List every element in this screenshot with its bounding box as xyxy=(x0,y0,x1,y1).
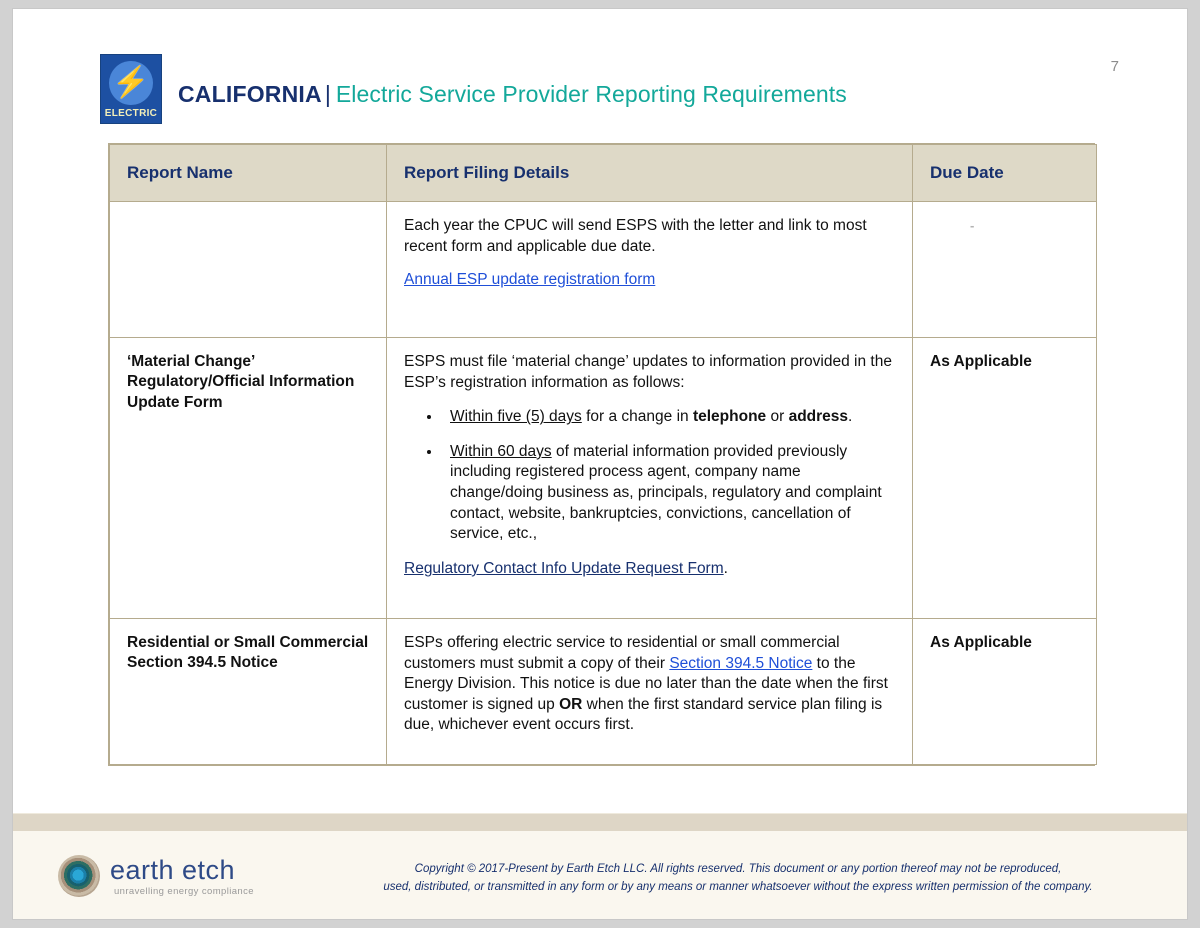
brand-tagline: unravelling energy compliance xyxy=(114,886,254,897)
earth-etch-logo xyxy=(58,853,273,901)
details-text-part3: when the first standard service plan filing is due, whichever event occurs first. xyxy=(404,695,883,734)
slide-page xyxy=(12,8,1188,920)
california-electric-logo xyxy=(100,54,162,124)
slide-footer xyxy=(13,831,1187,920)
details-paragraph xyxy=(404,633,895,736)
details-link-paragraph xyxy=(404,270,895,291)
details-link-paragraph xyxy=(404,559,895,580)
lightning-bolt-icon: ⚡ xyxy=(112,66,150,99)
reporting-requirements-table xyxy=(108,143,1095,766)
section-394-5-notice-link[interactable]: Section 394.5 Notice xyxy=(669,654,813,672)
details-paragraph: Each year the CPUC will send ESPS with the letter and link to most recent form and applicable due date. xyxy=(404,217,867,255)
details-text-part2: to the Energy Division. This notice is due no later than the date when the first customer is signed up xyxy=(404,654,888,713)
bullet-bold-address: address xyxy=(788,408,849,426)
list-item xyxy=(442,407,895,428)
table-row xyxy=(110,619,1097,765)
table-header-row xyxy=(110,145,1097,202)
bullet-middle-text: for a change in xyxy=(581,408,693,426)
page-number: 7 xyxy=(1110,58,1119,75)
bullet-underlined-phrase: Within five (5) days xyxy=(450,408,582,426)
list-item xyxy=(442,442,895,545)
cell-report-name xyxy=(110,202,387,338)
annual-esp-update-registration-form-link[interactable]: Annual ESP update registration form xyxy=(404,271,656,289)
cell-due-date: As Applicable xyxy=(913,619,1097,765)
bullet-joiner: or xyxy=(766,408,789,426)
cell-report-filing-details xyxy=(387,202,913,338)
title-subtitle: Electric Service Provider Reporting Requirements xyxy=(335,81,847,107)
brand-name: earth etch xyxy=(110,855,236,885)
column-header-report-name: Report Name xyxy=(110,145,387,202)
title-state: CALIFORNIA xyxy=(178,81,322,107)
bullet-bold-telephone: telephone xyxy=(692,408,767,426)
bullet-underlined-phrase: Within 60 days xyxy=(450,442,552,460)
cell-due-date: As Applicable xyxy=(913,338,1097,619)
logo-label: ELECTRIC xyxy=(104,108,158,119)
slide-header xyxy=(13,9,1187,129)
bullet-tail: . xyxy=(848,408,853,426)
copyright-notice xyxy=(313,861,1163,897)
cell-report-name: Residential or Small Commercial Section 394.5 Notice xyxy=(110,619,387,765)
cell-report-filing-details xyxy=(387,619,913,765)
cell-report-name: ‘Material Change’ Regulatory/Official Information Update Form xyxy=(110,338,387,619)
page-title xyxy=(178,81,847,108)
due-date-dash: - xyxy=(970,218,975,233)
cell-due-date xyxy=(913,202,1097,338)
cell-report-filing-details xyxy=(387,338,913,619)
column-header-due-date: Due Date xyxy=(913,145,1097,202)
table-row xyxy=(110,202,1097,338)
column-header-report-filing-details: Report Filing Details xyxy=(387,145,913,202)
concentric-circles-icon xyxy=(58,855,100,897)
details-text-part1: ESPs offering electric service to residential or small commercial customers must submit a copy of their xyxy=(404,634,840,672)
details-intro: ESPS must file ‘material change’ updates to information provided in the ESP’s registration information as follows: xyxy=(404,353,892,391)
title-separator: | xyxy=(324,81,331,107)
details-bullet-list xyxy=(404,407,895,545)
regulatory-contact-info-update-request-form-link[interactable]: Regulatory Contact Info Update Request Form xyxy=(404,559,724,577)
details-bold-or: OR xyxy=(559,695,583,713)
details-link-tail: . xyxy=(723,559,728,577)
copyright-line-2: used, distributed, or transmitted in any form or by any means or manner whatsoever without the express written permission of the company. xyxy=(383,880,1093,893)
bullet-rest-text: of material information provided previously including registered process agent, company name change/doing business as, principals, regulatory and complaint contact, website, bankruptcies, convictions, cancellation of service, etc., xyxy=(450,442,882,543)
footer-divider-band xyxy=(13,813,1187,832)
copyright-line-1: Copyright © 2017-Present by Earth Etch LLC. All rights reserved. This document or any portion thereof may not be reproduced, xyxy=(414,863,1062,875)
table-row xyxy=(110,338,1097,619)
